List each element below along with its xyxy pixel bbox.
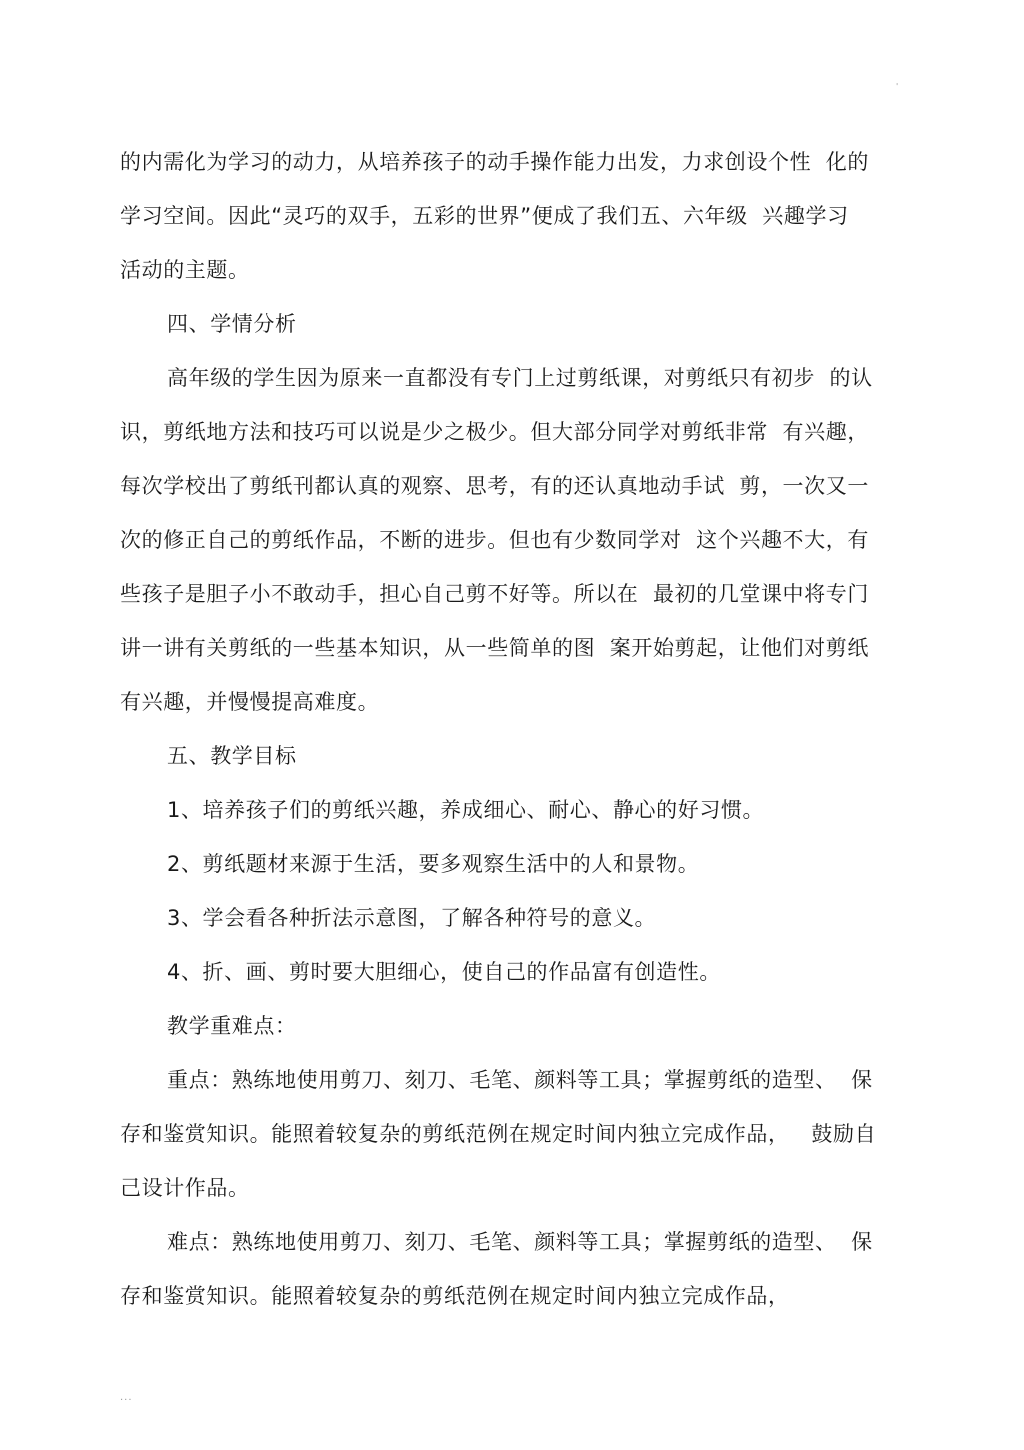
- paragraph-line: 存和鉴赏知识。能照着较复杂的剪纸范例在规定时间内独立完成作品，: [120, 1284, 790, 1308]
- paragraph-line: 学习空间。因此“灵巧的双手，五彩的世界”便成了我们五、六年级 兴趣学习: [120, 204, 849, 228]
- footer-mark: ...: [120, 1392, 133, 1403]
- section-heading: 四、学情分析: [167, 312, 297, 336]
- paragraph-line: 些孩子是胆子小不敢动手，担心自己剪不好等。所以在 最初的几堂课中将专门: [120, 582, 869, 606]
- paragraph-line: 每次学校出了剪纸刊都认真的观察、思考，有的还认真地动手试 剪，一次又一: [120, 474, 869, 498]
- paragraph-line: 有兴趣，并慢慢提高难度。: [120, 690, 380, 714]
- paragraph-line: 己设计作品。: [120, 1176, 250, 1200]
- list-item: 4、折、画、剪时要大胆细心，使自己的作品富有创造性。: [167, 960, 721, 984]
- paragraph-line: 识，剪纸地方法和技巧可以说是少之极少。但大部分同学对剪纸非常 有兴趣，: [120, 420, 869, 444]
- list-item: 2、剪纸题材来源于生活，要多观察生活中的人和景物。: [167, 852, 700, 876]
- paragraph-line: 存和鉴赏知识。能照着较复杂的剪纸范例在规定时间内独立完成作品， 鼓励自: [120, 1122, 877, 1146]
- section-heading: 五、教学目标: [167, 744, 297, 768]
- list-item: 3、学会看各种折法示意图，了解各种符号的意义。: [167, 906, 657, 930]
- paragraph-line: 活动的主题。: [120, 258, 250, 282]
- paragraph-line: 重点：熟练地使用剪刀、刻刀、毛笔、颜料等工具；掌握剪纸的造型、 保: [167, 1068, 873, 1092]
- paragraph-line: 讲一讲有关剪纸的一些基本知识，从一些简单的图 案开始剪起，让他们对剪纸: [120, 636, 869, 660]
- section-heading: 教学重难点：: [167, 1014, 297, 1038]
- list-item: 1、培养孩子们的剪纸兴趣，养成细心、耐心、静心的好习惯。: [167, 798, 765, 822]
- paragraph-line: 高年级的学生因为原来一直都没有专门上过剪纸课，对剪纸只有初步 的认: [167, 366, 873, 390]
- paragraph-line: 难点：熟练地使用剪刀、刻刀、毛笔、颜料等工具；掌握剪纸的造型、 保: [167, 1230, 873, 1254]
- corner-mark: ': [896, 82, 899, 91]
- paragraph-line: 的内需化为学习的动力，从培养孩子的动手操作能力出发，力求创设个性 化的: [120, 150, 869, 174]
- paragraph-line: 次的修正自己的剪纸作品，不断的进步。但也有少数同学对 这个兴趣不大，有: [120, 528, 869, 552]
